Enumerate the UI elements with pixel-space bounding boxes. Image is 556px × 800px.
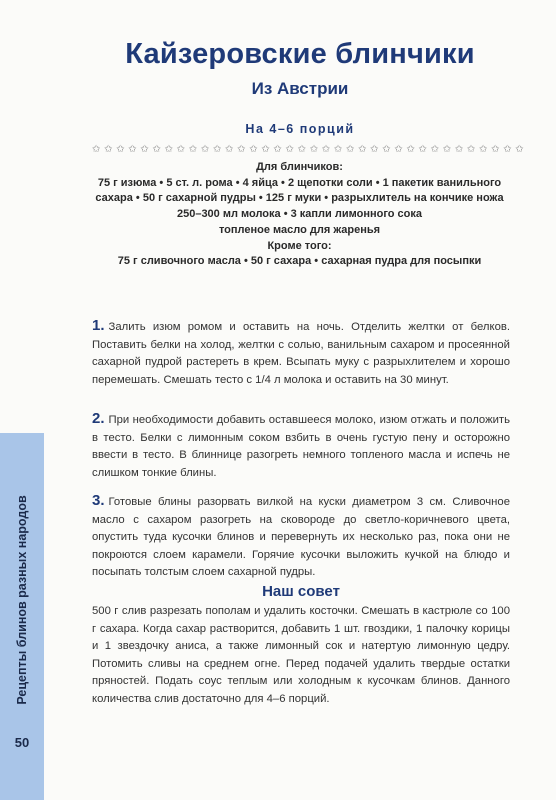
star-icon: ✩ — [152, 144, 161, 155]
star-icon: ✩ — [249, 144, 258, 155]
star-icon: ✩ — [140, 144, 149, 155]
star-icon: ✩ — [442, 144, 452, 155]
step-2 — [92, 410, 510, 482]
step-number: 1. — [92, 317, 105, 334]
star-icon: ✩ — [200, 144, 210, 155]
ingredients-line: 75 г сливочного масла • 50 г сахара • сахарная пудра для посыпки — [117, 255, 482, 268]
step-number: 3. — [92, 492, 105, 509]
star-icon: ✩ — [345, 144, 355, 155]
star-icon: ✩ — [321, 144, 331, 155]
step-text: При необходимости добавить оставшееся молоко, изюм отжать и положить в тесто. Белки с лимонным соком взбить в очень густую пену и осторожно ввести в тесто. В блиннице разогреть немного топленого масла и испечь не слишком тонкие блины. — [92, 414, 510, 479]
ingredients-list — [52, 160, 547, 270]
star-icon: ✩ — [418, 144, 427, 155]
star-icon: ✩ — [116, 144, 125, 155]
star-icon: ✩ — [104, 144, 113, 155]
star-icon: ✩ — [92, 144, 101, 155]
step-text: Готовые блины разорвать вилкой на куски диаметром 3 см. Сливочное масло с сахаром разогреть на сковороде до светло-коричневого цвета, опустить туда кусочки блинов и перевернуть их несколько раз, пока они не покроются слоем карамели. Горячие кусочки выложить кучкой на блюдо и посыпать толстым слоем сахарной пудры. — [92, 496, 510, 578]
star-icon: ✩ — [479, 144, 488, 155]
star-icon: ✩ — [370, 144, 379, 155]
tip-heading: Наш совет — [262, 583, 340, 600]
star-icon: ✩ — [394, 144, 403, 155]
ingredients-line: Кроме того: — [267, 239, 332, 252]
star-icon: ✩ — [406, 144, 415, 155]
star-icon: ✩ — [454, 144, 464, 155]
star-icon: ✩ — [128, 144, 137, 155]
ingredients-line: 250–300 мл молока • 3 капли лимонного сока — [176, 208, 423, 221]
star-icon: ✩ — [382, 144, 391, 155]
section-title: Рецепты блинов разных народов — [15, 495, 29, 705]
ingredients-line: сахара • 50 г сахарной пудры • 125 г муки • разрыхлитель на кончике ножа — [95, 192, 504, 205]
step-3 — [92, 492, 510, 582]
star-icon: ✩ — [164, 144, 173, 155]
star-icon: ✩ — [212, 144, 222, 155]
star-icon: ✩ — [333, 144, 343, 155]
star-icon: ✩ — [309, 144, 319, 155]
recipe-title: Кайзеровские блинчики — [125, 38, 475, 70]
star-icon: ✩ — [176, 144, 186, 155]
star-icon: ✩ — [297, 144, 306, 155]
step-number: 2. — [92, 410, 105, 427]
star-icon: ✩ — [225, 144, 234, 155]
ingredients-line: топленое масло для жаренья — [218, 223, 381, 236]
star-icon: ✩ — [430, 144, 440, 155]
tip-text: 500 г слив разрезать пополам и удалить косточки. Смешать в кастрюле со 100 г сахара. Когда сахар растворится, добавить 1 шт. гвоздики, 1 палочку корицы и 1 звездочку аниса, а также лимонный сок и натертую лимонную цедру. Потомить сливы на среднем огне. Перед подачей удалить твердые остатки пряностей. Подать соус теплым или холодным к кусочкам блинов. Данного количества слив достаточно для 4–6 порций. — [92, 605, 510, 705]
star-icon: ✩ — [466, 144, 476, 155]
step-1 — [92, 317, 510, 389]
page-number: 50 — [14, 735, 30, 750]
recipe-subtitle: Из Австрии — [251, 79, 349, 98]
step-text: Залить изюм ромом и оставить на ночь. Отделить желтки от белков. Поставить белки на холод, желтки с солью, ванильным сахаром и просеянной сахарной пудрой растереть в крем. Всыпать муку с разрыхлителем и хорошо перемешать. Смешать тесто с 1/4 л молока и оставить на 30 минут. — [92, 321, 510, 386]
star-icon: ✩ — [503, 144, 512, 155]
star-icon: ✩ — [491, 144, 500, 155]
star-icon: ✩ — [261, 144, 270, 155]
portions-label: На 4–6 порций — [245, 122, 355, 136]
star-icon: ✩ — [188, 144, 198, 155]
star-icon: ✩ — [358, 144, 367, 155]
star-divider — [92, 143, 524, 157]
star-icon: ✩ — [237, 144, 246, 155]
star-icon: ✩ — [273, 144, 282, 155]
star-icon: ✩ — [515, 144, 524, 155]
ingredients-line: 75 г изюма • 5 ст. л. рома • 4 яйца • 2 щепотки соли • 1 пакетик ванильного — [97, 176, 502, 189]
star-icon: ✩ — [285, 144, 294, 155]
ingredients-line: Для блинчиков: — [256, 161, 343, 173]
